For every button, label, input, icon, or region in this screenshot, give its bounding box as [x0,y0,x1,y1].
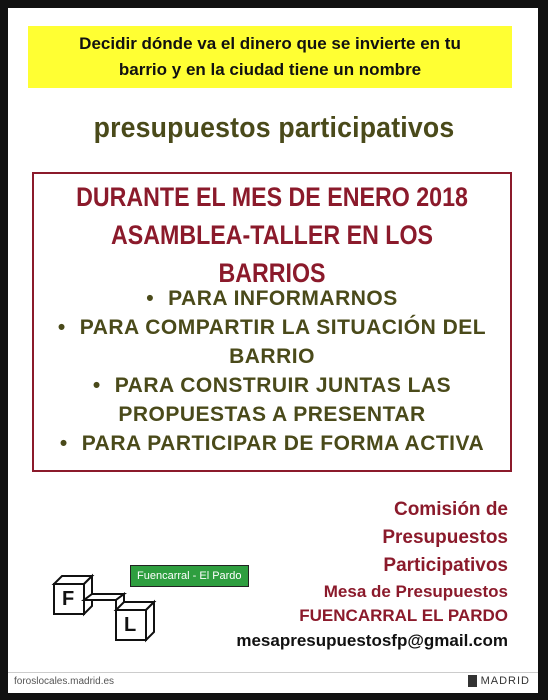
event-line-2: ASAMBLEA-TALLER EN LOS BARRIOS [110,220,434,288]
city-brand [468,675,530,687]
bullet-item-1 [34,284,510,313]
footer-site-link[interactable]: foroslocales.madrid.es [14,676,115,687]
bullet-list [34,284,510,458]
event-line-1: DURANTE EL MES DE ENERO 2018 [76,182,468,212]
bullet-text: PARA INFORMARNOS [168,287,398,310]
commission-line-3: Participativos [383,555,508,576]
banner-line-2: barrio y en la ciudad tiene un nombre [118,60,422,79]
bullet-text: PARA PARTICIPAR DE FORMA ACTIVA [81,432,485,455]
foros-locales-logo [44,560,264,650]
page-title: presupuestos participativos [93,112,455,144]
district-badge: Fuencarral - El Pardo [130,565,249,587]
bullet-dot-icon: • [59,432,68,455]
city-name: MADRID [480,675,530,687]
logo-letter-f: F [62,588,75,610]
logo-letter-l: L [124,614,137,636]
event-box [32,172,512,472]
bullet-item-2 [34,313,510,342]
bullet-item-3 [34,371,510,400]
bullet-item-3-cont: PROPUESTAS A PRESENTAR [118,403,426,426]
madrid-bear-icon [468,675,477,687]
mesa-label: Mesa de Presupuestos [323,582,508,601]
contact-email: mesapresupuestosfp@gmail.com [236,631,508,650]
commission-line-1: Comisión de [393,499,508,520]
headline-banner [28,26,512,88]
bullet-dot-icon: • [146,287,155,310]
bullet-item-2-cont: BARRIO [229,345,315,368]
footer-bar [8,672,538,693]
bullet-dot-icon: • [57,316,66,339]
bullet-text: PARA CONSTRUIR JUNTAS LAS [114,374,452,397]
bullet-item-4 [34,429,510,458]
organizer-credits [236,496,508,654]
bullet-dot-icon: • [92,374,101,397]
commission-line-2: Presupuestos [382,527,508,548]
banner-line-1: Decidir dónde va el dinero que se invierte en tu [79,34,461,53]
bullet-text: PARA COMPARTIR LA SITUACIÓN DEL [79,316,487,339]
district-label: FUENCARRAL EL PARDO [299,606,508,625]
